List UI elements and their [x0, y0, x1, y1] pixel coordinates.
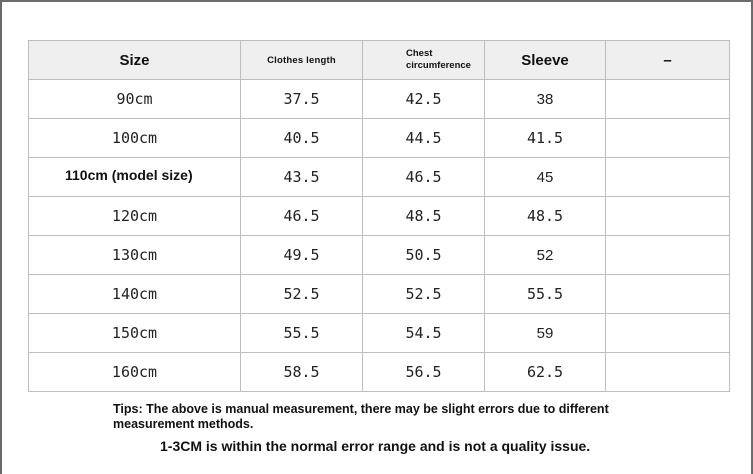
- cell-extra: [606, 197, 730, 236]
- cell-size: 140cm: [29, 275, 241, 314]
- header-chest-circumference: [363, 41, 485, 80]
- cell-sleeve: 52: [485, 236, 606, 275]
- cell-chest: 46.5: [363, 158, 485, 197]
- cell-length: 37.5: [241, 80, 363, 119]
- cell-size: 130cm: [29, 236, 241, 275]
- cell-length: 40.5: [241, 119, 363, 158]
- frame-top-border: [0, 0, 753, 2]
- cell-chest: 44.5: [363, 119, 485, 158]
- cell-length: 49.5: [241, 236, 363, 275]
- cell-length: 52.5: [241, 275, 363, 314]
- cell-sleeve: 48.5: [485, 197, 606, 236]
- header-chest-line2: circumference: [406, 60, 471, 71]
- cell-extra: [606, 353, 730, 392]
- header-chest-line1: Chest: [406, 48, 433, 59]
- cell-length: 58.5: [241, 353, 363, 392]
- table-header-row: [29, 41, 730, 80]
- cell-chest: 52.5: [363, 275, 485, 314]
- cell-sleeve: 62.5: [485, 353, 606, 392]
- cell-size: 90cm: [29, 80, 241, 119]
- cell-size: 100cm: [29, 119, 241, 158]
- cell-extra: [606, 158, 730, 197]
- cell-size-model: 110cm (model size): [29, 158, 241, 197]
- cell-extra: [606, 80, 730, 119]
- table-row: [29, 197, 730, 236]
- table-row: [29, 119, 730, 158]
- cell-chest: 42.5: [363, 80, 485, 119]
- table-row: [29, 158, 730, 197]
- cell-extra: [606, 119, 730, 158]
- frame-left-border: [0, 0, 2, 474]
- table-row: [29, 353, 730, 392]
- cell-chest: 54.5: [363, 314, 485, 353]
- cell-chest: 56.5: [363, 353, 485, 392]
- cell-extra: [606, 314, 730, 353]
- table-row: [29, 275, 730, 314]
- header-size: Size: [29, 41, 241, 80]
- size-chart-table: [28, 40, 730, 392]
- cell-size: 160cm: [29, 353, 241, 392]
- header-extra: –: [606, 41, 730, 80]
- cell-sleeve: 45: [485, 158, 606, 197]
- cell-extra: [606, 275, 730, 314]
- cell-size: 150cm: [29, 314, 241, 353]
- header-clothes-length: Clothes length: [241, 41, 363, 80]
- table-row: [29, 80, 730, 119]
- header-sleeve: Sleeve: [485, 41, 606, 80]
- cell-chest: 50.5: [363, 236, 485, 275]
- table-row: [29, 314, 730, 353]
- cell-sleeve: 38: [485, 80, 606, 119]
- cell-length: 46.5: [241, 197, 363, 236]
- cell-sleeve: 59: [485, 314, 606, 353]
- cell-sleeve: 55.5: [485, 275, 606, 314]
- cell-length: 43.5: [241, 158, 363, 197]
- cell-extra: [606, 236, 730, 275]
- cell-size: 120cm: [29, 197, 241, 236]
- measurement-tips: Tips: The above is manual measurement, there may be slight errors due to different measurement methods.: [113, 402, 609, 431]
- table-row: [29, 236, 730, 275]
- cell-sleeve: 41.5: [485, 119, 606, 158]
- error-range-note: 1-3CM is within the normal error range and is not a quality issue.: [160, 438, 591, 454]
- cell-length: 55.5: [241, 314, 363, 353]
- cell-chest: 48.5: [363, 197, 485, 236]
